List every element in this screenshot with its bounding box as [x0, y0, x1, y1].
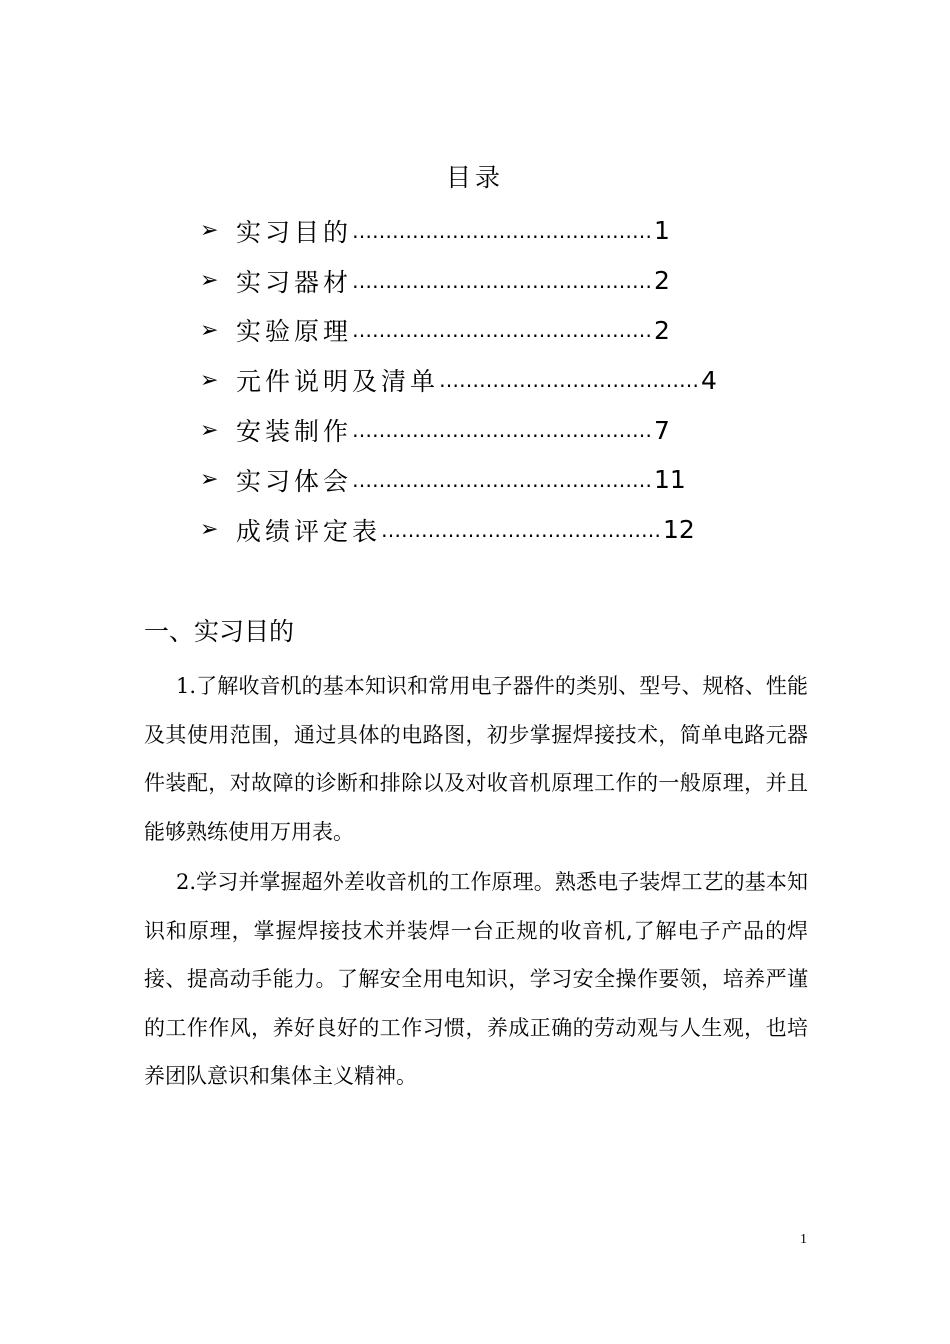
- toc-item-label: 实习器材: [236, 267, 353, 297]
- arrow-bullet-icon: ➢: [200, 218, 219, 244]
- toc-leader-dots: …………………………………: [439, 368, 700, 393]
- toc-item[interactable]: [200, 405, 800, 455]
- toc-item-label: 实习目的: [236, 217, 353, 247]
- toc-item[interactable]: [200, 355, 800, 405]
- body-paragraph: 2.学习并掌握超外差收音机的工作原理。熟悉电子装焊工艺的基本知识和原理，掌握焊接技术并装焊一台正规的收音机,了解电子产品的焊接、提高动手能力。了解安全用电知识，学习安全操作要领，培养严谨的工作作风，养好良好的工作习惯，养成正确的劳动观与人生观，也培养团队意识和集体主义精神。: [144, 870, 808, 1088]
- arrow-bullet-icon: ➢: [200, 417, 219, 443]
- toc-leader-dots: ……………………………………: [381, 517, 662, 542]
- toc-item-page: 11: [654, 465, 686, 495]
- toc-item-label: 成绩评定表: [236, 516, 382, 546]
- toc-item[interactable]: [200, 206, 800, 256]
- toc-item-page: 4: [701, 365, 717, 395]
- toc-item-page: 2: [654, 266, 670, 296]
- arrow-bullet-icon: ➢: [200, 467, 219, 493]
- toc-item-page: 1: [654, 216, 670, 246]
- toc-leader-dots: ………………………………………: [352, 268, 653, 293]
- toc-item-label: 实习体会: [236, 466, 353, 496]
- arrow-bullet-icon: ➢: [200, 317, 219, 343]
- arrow-bullet-icon: ➢: [200, 517, 219, 543]
- toc-item[interactable]: [200, 256, 800, 306]
- toc-item[interactable]: [200, 455, 800, 505]
- toc-item-page: 2: [654, 315, 670, 345]
- toc-leader-dots: ………………………………………: [352, 418, 653, 443]
- toc-leader-dots: ………………………………………: [352, 318, 653, 343]
- toc-leader-dots: ………………………………………: [352, 218, 653, 243]
- toc-item-label: 安装制作: [236, 417, 353, 447]
- body-paragraph: 1.了解收音机的基本知识和常用电子器件的类别、型号、规格、性能及其使用范围，通过具体的电路图，初步掌握焊接技术，简单电路元器件装配，对故障的诊断和排除以及对收音机原理工作的一般原理，并且能够熟练使用万用表。: [144, 674, 808, 844]
- section-heading: 一、实习目的: [144, 617, 295, 646]
- arrow-bullet-icon: ➢: [200, 367, 219, 393]
- toc-item-page: 7: [654, 415, 670, 445]
- toc-item[interactable]: [200, 505, 800, 555]
- table-of-contents: [200, 206, 800, 555]
- toc-title: 目录: [445, 163, 504, 192]
- toc-item-label: 实验原理: [236, 317, 353, 347]
- arrow-bullet-icon: ➢: [200, 268, 219, 294]
- page-number: 1: [800, 1232, 807, 1247]
- toc-item[interactable]: [200, 306, 800, 356]
- toc-item-label: 元件说明及清单: [236, 367, 440, 397]
- toc-leader-dots: ………………………………………: [352, 467, 653, 492]
- toc-item-page: 12: [663, 515, 695, 545]
